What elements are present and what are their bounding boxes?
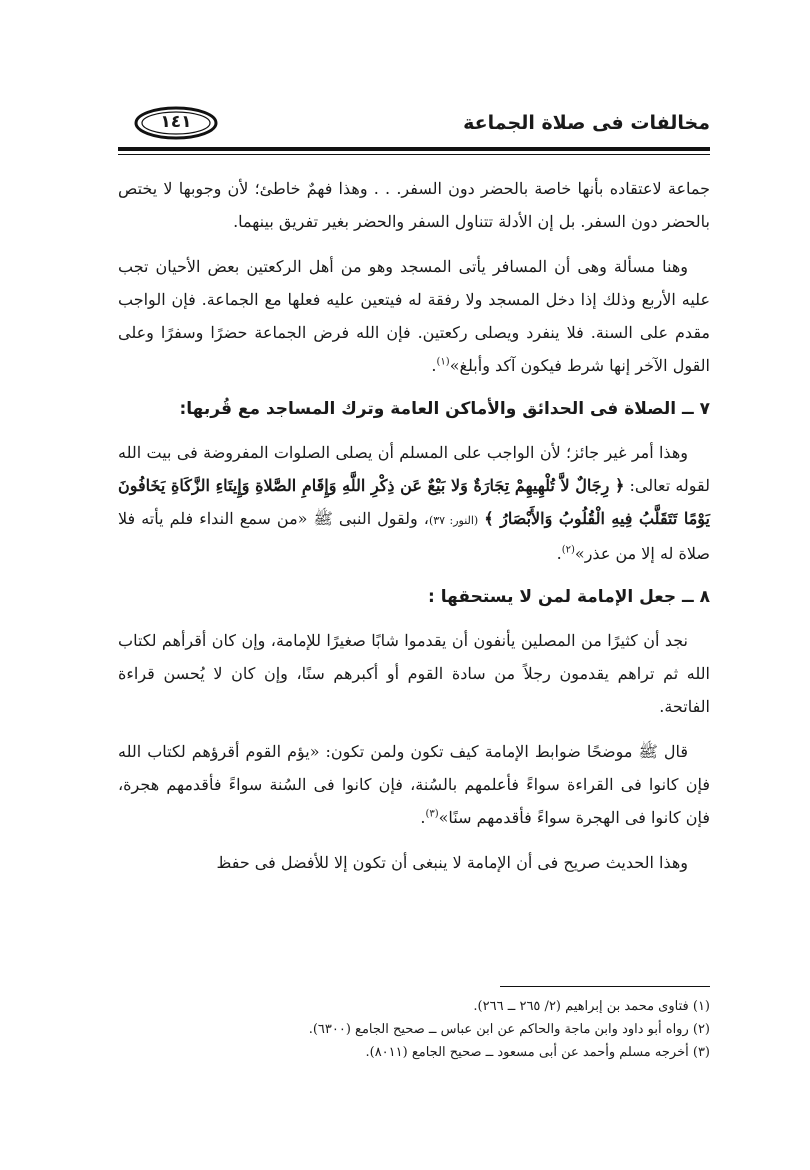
paragraph-2-text: وهنا مسألة وهى أن المسافر يأتى المسجد وهو من أهل الركعتين بعض الأحيان تجب عليه الأربع وذلك إذا دخل المسجد ولا رفقة له فيتعين عليه فعلها مع الجماعة. فإن الواجب مقدم على السنة. فلا ينفرد ويصلى ركعتين. فإن الله فرض الجماعة حضرًا وسفرًا وعلى القول الآخر إنها شرط فيكون آكد وأبلغ» xyxy=(118,257,710,375)
quran-verse: ﴿ رِجَالٌ لاَّ تُلْهِيهِمْ تِجَارَةٌ وَلا بَيْعٌ عَن ذِكْرِ اللَّهِ وَإِقَامِ الصَّلاةِ وَإِيتَاءِ الزَّكَاةِ يَخَافُونَ يَوْمًا تَتَقَلَّبُ فِيهِ الْقُلُوبُ وَالأَبْصَارُ ﴾ xyxy=(118,476,711,528)
paragraph-3 xyxy=(118,436,710,570)
main-text xyxy=(118,172,710,891)
header-rule-thin xyxy=(118,154,710,155)
paragraph-5-text: قال ﷺ موضحًا ضوابط الإمامة كيف تكون ولمن تكون: «يؤم القوم أقرؤهم لكتاب الله فإن كانوا فى القراءة سواءً فأعلمهم بالسُنة، فإن كانوا فى السُنة سواءً فأقدمهم هجرة، فإن كانوا فى الهجرة سواءً فأقدمهم سنًا» xyxy=(118,742,710,827)
footnote-2: (٢) رواه أبو داود وابن ماجة والحاكم عن ابن عباس ــ صحيح الجامع (٦٣٠٠). xyxy=(308,1022,710,1037)
footnotes xyxy=(118,995,710,1064)
paragraph-6: وهذا الحديث صريح فى أن الإمامة لا ينبغى أن تكون إلا للأفضل فى حفظ xyxy=(216,853,688,872)
surah-reference: (النور: ٣٧) xyxy=(428,514,479,527)
paragraph-3-end: . xyxy=(556,544,562,563)
page-number-badge xyxy=(134,106,218,140)
paragraph-5 xyxy=(118,735,710,834)
footnote-ref-2: (٢) xyxy=(561,544,575,556)
paragraph-3-hadith: ، ولقول النبى ﷺ «من سمع النداء فلم يأته فلا صلاة له إلا من عذر» xyxy=(118,509,710,563)
footnote-ref-3: (٣) xyxy=(425,808,439,820)
footnote-3: (٣) أخرجه مسلم وأحمد عن أبى مسعود ــ صحيح الجامع (٨٠١١). xyxy=(365,1045,710,1060)
page-header xyxy=(118,104,710,144)
paragraph-1: جماعة لاعتقاده بأنها خاصة بالحضر دون السفر. . . وهذا فهمٌ خاطئ؛ لأن وجوبها لا يختص بالحضر دون السفر. بل إن الأدلة تتناول السفر والحضر بغير تفريق بينهما. xyxy=(118,179,711,231)
header-rule-thick xyxy=(118,147,710,151)
paragraph-3-text: وهذا أمر غير جائز؛ لأن الواجب على المسلم أن يصلى الصلوات المفروضة فى بيت الله لقوله تعالى: xyxy=(118,443,711,495)
heading-item-8: ٨ ــ جعل الإمامة لمن لا يستحقها : xyxy=(428,587,710,607)
paragraph-4: نجد أن كثيرًا من المصلين يأنفون أن يقدموا شابًا صغيرًا للإمامة، وإن كان أقرأهم لكتاب الله ثم تراهم يقدمون رجلاً من سادة القوم أو أكبرهم سنًا، وإن كان لا يُحسن قراءة الفاتحة. xyxy=(118,631,710,716)
paragraph-2-end: . xyxy=(431,356,437,375)
footnote-ref-1: (١) xyxy=(436,356,450,368)
running-title: مخالفات فى صلاة الجماعة xyxy=(463,112,710,134)
paragraph-2 xyxy=(118,250,710,382)
footnote-1: (١) فتاوى محمد بن إبراهيم (٢/ ٢٦٥ ــ ٢٦٦). xyxy=(473,999,710,1014)
heading-item-7: ٧ ــ الصلاة فى الحدائق والأماكن العامة وترك المساجد مع قُربها: xyxy=(179,399,710,419)
paragraph-5-end: . xyxy=(420,808,426,827)
page-number: ١٤١ xyxy=(160,112,192,132)
footnote-separator xyxy=(500,986,710,987)
